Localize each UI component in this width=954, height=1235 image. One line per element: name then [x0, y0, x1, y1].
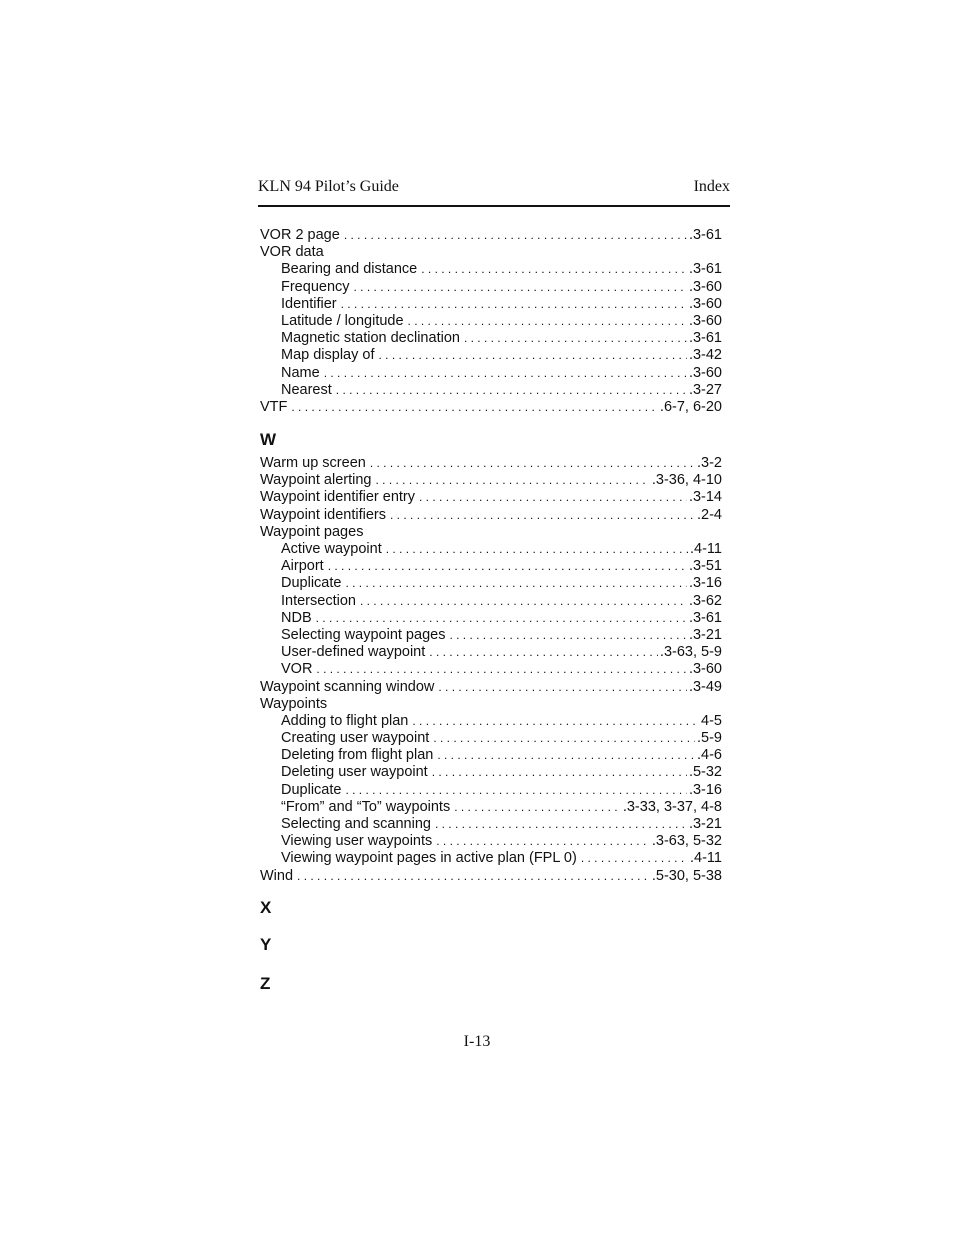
entry-term: Warm up screen: [260, 455, 366, 472]
dot-leader: [464, 330, 687, 347]
entry-page-ref: .3-60: [688, 312, 722, 329]
entry-term: Frequency: [281, 278, 350, 295]
dot-leader: [433, 730, 695, 747]
index-subentry: [260, 644, 722, 661]
index-entry: [260, 244, 722, 261]
index-entry: [260, 524, 722, 541]
entry-term: Airport: [281, 558, 324, 575]
dot-leader: [360, 593, 687, 610]
entry-term: Waypoint scanning window: [260, 678, 435, 695]
entry-page-ref: .3-60: [688, 278, 722, 295]
entry-term: Wind: [260, 867, 294, 884]
entry-term: Waypoints: [260, 695, 328, 712]
dot-leader: [341, 296, 687, 313]
dot-leader: [449, 627, 686, 644]
letter-heading-x: X: [260, 897, 272, 917]
entry-term: Bearing and distance: [281, 261, 418, 278]
dot-leader: [324, 365, 687, 382]
index-subentry: [260, 799, 722, 816]
entry-page-ref: .3-60: [688, 364, 722, 381]
index-subentry: [260, 713, 722, 730]
index-subentry: [260, 730, 722, 747]
index-subentry: [260, 816, 722, 833]
entry-page-ref: .5-9: [697, 730, 722, 747]
dot-leader: [345, 575, 686, 592]
entry-term: VTF: [260, 398, 288, 415]
index-subentry: [260, 593, 722, 610]
entry-page-ref: .3-61: [688, 261, 722, 278]
index-subentry: [260, 330, 722, 347]
entry-term: Latitude / longitude: [281, 312, 404, 329]
entry-term: Deleting from flight plan: [281, 747, 434, 764]
entry-page-ref: .4-6: [697, 747, 722, 764]
index-subentry: [260, 296, 722, 313]
dot-leader: [437, 747, 695, 764]
dot-leader: [328, 558, 687, 575]
index-entry: [260, 696, 722, 713]
guide-title: KLN 94 Pilot’s Guide: [258, 178, 399, 195]
index-subentry: [260, 850, 722, 867]
dot-leader: [297, 868, 650, 885]
dot-leader: [390, 507, 695, 524]
dot-leader: [376, 472, 650, 489]
dot-leader: [408, 313, 687, 330]
index-subentry: [260, 279, 722, 296]
dot-leader: [432, 764, 687, 781]
dot-leader: [336, 382, 687, 399]
index-subentry: [260, 575, 722, 592]
dot-leader: [454, 799, 621, 816]
entry-page-ref: .3-16: [688, 575, 722, 592]
index-group-v: [260, 227, 722, 416]
entry-term: Viewing user waypoints: [281, 833, 433, 850]
entry-page-ref: .3-36, 4-10: [651, 472, 722, 489]
entry-page-ref: .5-32: [688, 764, 722, 781]
dot-leader: [412, 713, 699, 730]
entry-term: NDB: [281, 609, 312, 626]
index-subentry: [260, 833, 722, 850]
entry-page-ref: .2-4: [697, 506, 722, 523]
index-subentry: [260, 764, 722, 781]
index-subentry: [260, 558, 722, 575]
entry-term: Selecting and scanning: [281, 816, 431, 832]
index-subentry: [260, 782, 722, 799]
entry-page-ref: .3-14: [688, 489, 722, 506]
entry-term: Magnetic station declination: [281, 330, 460, 347]
letter-heading-y: Y: [260, 934, 272, 954]
entry-page-ref: .3-60: [688, 295, 722, 312]
index-entry: [260, 868, 722, 885]
dot-leader: [438, 679, 687, 696]
dot-leader: [354, 279, 687, 296]
entry-term: Waypoint pages: [260, 523, 364, 540]
letter-heading-w: W: [260, 430, 277, 450]
dot-leader: [316, 610, 687, 627]
entry-term: Deleting user waypoint: [281, 764, 428, 781]
entry-term: Identifier: [281, 295, 337, 312]
index-entry: [260, 227, 722, 244]
index-group-w: [260, 455, 722, 885]
entry-page-ref: .3-21: [688, 626, 722, 643]
entry-term: VOR data: [260, 244, 324, 261]
entry-term: Waypoint identifiers: [260, 506, 386, 523]
entry-page-ref: .5-30, 5-38: [651, 867, 722, 884]
entry-term: Duplicate: [281, 781, 342, 798]
entry-page-ref: .3-2: [697, 455, 722, 472]
entry-term: Viewing waypoint pages in active plan (FPL 0): [281, 850, 577, 867]
entry-page-ref: .3-60: [688, 661, 722, 678]
index-subentry: [260, 382, 722, 399]
index-subentry: [260, 365, 722, 382]
entry-page-ref: .3-61: [688, 227, 722, 243]
entry-page-ref: .6-7, 6-20: [659, 398, 722, 415]
index-entry: [260, 489, 722, 506]
entry-term: Adding to flight plan: [281, 712, 409, 729]
entry-term: Waypoint alerting: [260, 472, 372, 489]
entry-term: Creating user waypoint: [281, 730, 430, 747]
page-number: I-13: [463, 1033, 491, 1050]
entry-term: VOR: [281, 661, 313, 678]
index-subentry: [260, 747, 722, 764]
dot-leader: [291, 399, 658, 416]
entry-page-ref: 4-5: [701, 712, 722, 729]
entry-term: User-defined waypoint: [281, 644, 426, 661]
index-subentry: [260, 261, 722, 278]
dot-leader: [421, 261, 687, 278]
index-entry: [260, 455, 722, 472]
index-subentry: [260, 661, 722, 678]
dot-leader: [581, 850, 688, 867]
dot-leader: [419, 489, 687, 506]
entry-term: Name: [281, 364, 320, 381]
entry-page-ref: .3-61: [688, 609, 722, 626]
index-subentry: [260, 541, 722, 558]
index-entry: [260, 472, 722, 489]
entry-page-ref: .3-51: [688, 558, 722, 575]
running-header: [258, 177, 730, 207]
entry-page-ref: .3-21: [688, 816, 722, 832]
entry-page-ref: .3-49: [688, 678, 722, 695]
dot-leader: [370, 455, 695, 472]
dot-leader: [386, 541, 688, 558]
dot-leader: [379, 347, 687, 364]
entry-page-ref: .3-33, 3-37, 4-8: [622, 798, 722, 815]
index-entry: [260, 399, 722, 416]
entry-term: Intersection: [281, 592, 356, 609]
entry-term: Map display of: [281, 347, 375, 364]
dot-leader: [344, 227, 687, 244]
entry-page-ref: .3-63, 5-32: [651, 833, 722, 850]
entry-page-ref: .3-27: [688, 381, 722, 398]
index-entry: [260, 507, 722, 524]
section-title: Index: [693, 178, 730, 195]
entry-term: “From” and “To” waypoints: [281, 798, 451, 815]
index-subentry: [260, 347, 722, 364]
index-entry: [260, 679, 722, 696]
dot-leader: [345, 782, 686, 799]
entry-page-ref: .3-42: [688, 347, 722, 364]
index-subentry: [260, 627, 722, 644]
entry-page-ref: .4-11: [690, 541, 722, 557]
entry-page-ref: .3-16: [688, 781, 722, 798]
entry-term: Duplicate: [281, 575, 342, 592]
index-subentry: [260, 610, 722, 627]
entry-term: Nearest: [281, 381, 332, 398]
letter-heading-z: Z: [260, 973, 271, 993]
entry-term: Waypoint identifier entry: [260, 489, 416, 506]
entry-term: Active waypoint: [281, 541, 382, 557]
entry-term: VOR 2 page: [260, 227, 340, 243]
entry-page-ref: .4-11: [690, 850, 722, 867]
dot-leader: [316, 661, 687, 678]
dot-leader: [429, 644, 658, 661]
index-subentry: [260, 313, 722, 330]
entry-page-ref: .3-61: [688, 330, 722, 347]
index-list: [260, 227, 722, 994]
dot-leader: [436, 833, 650, 850]
entry-page-ref: .3-62: [688, 592, 722, 609]
entry-term: Selecting waypoint pages: [281, 626, 446, 643]
entry-page-ref: .3-63, 5-9: [659, 644, 722, 661]
dot-leader: [435, 816, 687, 833]
